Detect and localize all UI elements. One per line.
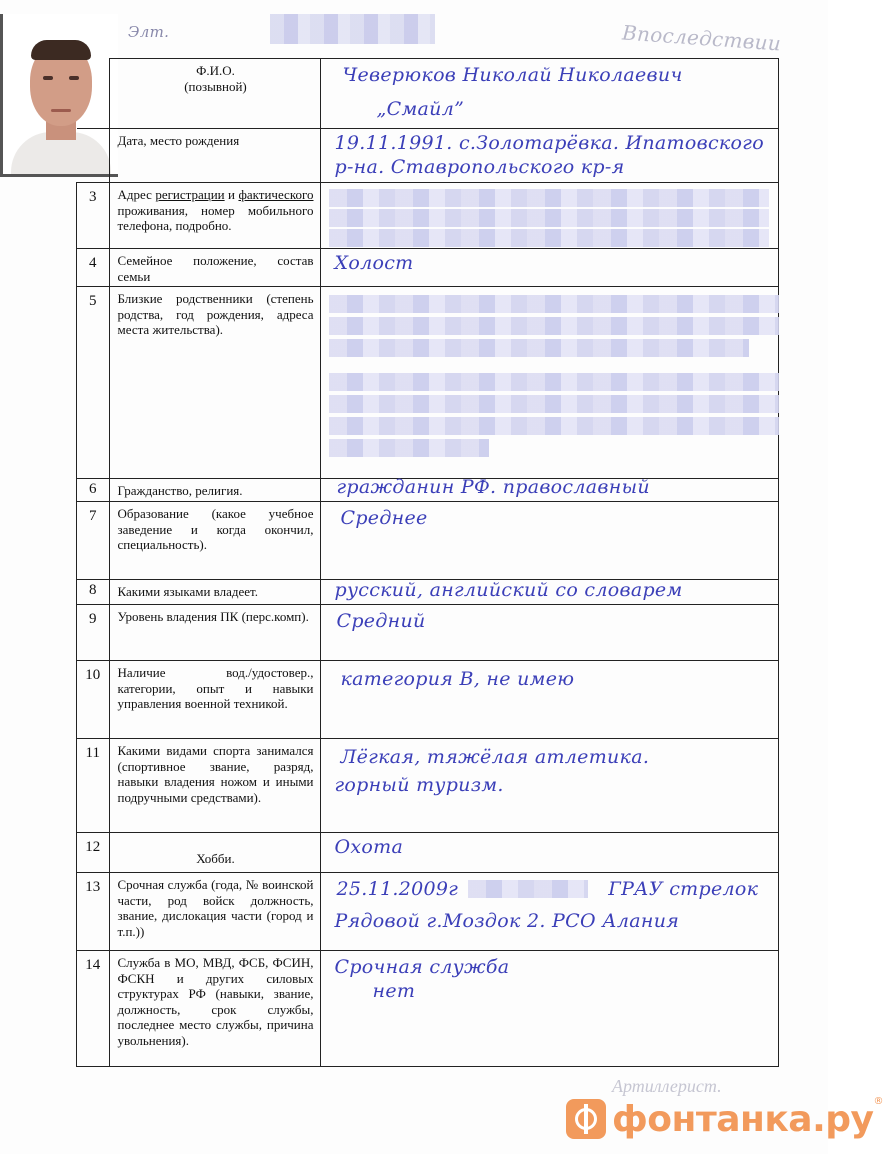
row-label: Ф.И.О. (позывной) (109, 59, 320, 129)
row-label: Срочная служба (года, № воинской части, род войск должность, звание, дислокация части (город и т.п.)) (109, 873, 320, 951)
row-value (320, 580, 779, 605)
row-label: Близкие родственники (степень родства, год рождения, адреса места жительства). (109, 287, 320, 479)
row-number: 13 (77, 873, 110, 951)
handwritten-line: 19.11.1991. с.Золотарёвка. Ипатовского (334, 132, 764, 154)
row-citizenship (77, 479, 779, 502)
row-military-service (77, 873, 779, 951)
handwritten-line: горный туризм. (334, 774, 504, 796)
row-security-service (77, 951, 779, 1067)
row-number (77, 59, 110, 129)
handwritten-line: Средний (336, 610, 426, 632)
redacted-block (329, 395, 779, 413)
row-value (320, 502, 779, 580)
handwritten-line: русский, английский со словарем (334, 579, 683, 601)
row-family (77, 249, 779, 287)
row-number: 9 (77, 605, 110, 661)
label-part: регистрации (155, 187, 225, 202)
service-first-line (329, 875, 771, 901)
photo-mouth (51, 109, 71, 112)
handwritten-line: Чеверюков Николай Николаевич (342, 64, 683, 86)
redacted-block (329, 229, 769, 247)
row-number: 11 (77, 739, 110, 833)
row-number: 12 (77, 833, 110, 873)
logo-text: фонтанка.ру (612, 1098, 874, 1140)
row-label: Хобби. (109, 833, 320, 873)
redacted-block (329, 417, 779, 435)
fontanka-logo (566, 1096, 884, 1140)
row-number: 8 (77, 580, 110, 605)
row-label: Уровень владения ПК (перс.комп). (109, 605, 320, 661)
redacted-block (468, 880, 588, 898)
row-label: Наличие вод./удостовер., категории, опыт и навыки управления военной техникой. (109, 661, 320, 739)
row-number: 10 (77, 661, 110, 739)
redacted-block (329, 439, 489, 457)
redacted-block (329, 317, 779, 335)
redacted-block (329, 339, 749, 357)
label-part: Адрес (117, 187, 156, 202)
row-pc-level (77, 605, 779, 661)
row-label (109, 183, 320, 249)
row-label: Какими языками владеет. (109, 580, 320, 605)
handwritten-line: Холост (334, 252, 414, 274)
row-number: 5 (77, 287, 110, 479)
logo-icon (566, 1099, 606, 1139)
row-label: Служба в МО, МВД, ФСБ, ФСИН, ФСКН и других силовых структурах РФ (навыки, звание, должность, срок службы, последнее место службы, причина увольнения). (109, 951, 320, 1067)
row-value (320, 605, 779, 661)
row-number: 6 (77, 479, 110, 502)
handwritten-line: Охота (334, 836, 404, 858)
handwritten-line: Среднее (340, 507, 428, 529)
row-value (320, 661, 779, 739)
row-value (320, 129, 779, 183)
top-right-note: Впоследствии (621, 20, 782, 56)
row-number (77, 129, 110, 183)
row-birth (77, 129, 779, 183)
label-part: фактического (238, 187, 314, 202)
row-sport (77, 739, 779, 833)
handwritten-line: категория В, не имею (340, 668, 575, 690)
label-part: и (224, 187, 239, 202)
row-value (320, 951, 779, 1067)
redacted-block (329, 295, 779, 313)
photo-hair (31, 40, 91, 60)
label-part: проживания, номер мобильного телефона, подробно. (117, 202, 314, 233)
handwritten-line: „Смайл” (376, 98, 465, 120)
row-value (320, 873, 779, 951)
row-label: Семейное положение, состав семьи (109, 249, 320, 287)
handwritten-line: Срочная служба (334, 956, 510, 978)
row-number: 14 (77, 951, 110, 1067)
registered-mark: ® (873, 1096, 884, 1107)
handwritten-line: гражданин РФ. православный (336, 476, 650, 498)
row-value (320, 59, 779, 129)
bottom-note: Артиллерист. (612, 1076, 722, 1096)
redacted-top (270, 14, 435, 44)
row-number: 4 (77, 249, 110, 287)
row-label: Гражданство, религия. (109, 479, 320, 502)
row-education (77, 502, 779, 580)
handwritten-line: ГРАУ стрелок (608, 878, 759, 900)
top-left-note: Элт. (128, 23, 170, 41)
row-label: Образование (какое учебное заведение и когда окончил, специальность). (109, 502, 320, 580)
row-label: Дата, место рождения (109, 129, 320, 183)
handwritten-line: 25.11.2009г (336, 878, 459, 900)
row-address (77, 183, 779, 249)
handwritten-line: Рядовой г.Моздок 2. РСО Алания (334, 910, 680, 932)
row-languages (77, 580, 779, 605)
row-hobby (77, 833, 779, 873)
row-value (320, 476, 779, 502)
row-relatives (77, 287, 779, 479)
questionnaire-table (76, 58, 779, 1067)
row-number: 3 (77, 183, 110, 249)
redacted-block (329, 373, 779, 391)
row-value (320, 287, 779, 479)
row-fio (77, 59, 779, 129)
row-value (320, 249, 779, 287)
redacted-block (329, 189, 769, 207)
row-license (77, 661, 779, 739)
handwritten-line: Лёгкая, тяжёлая атлетика. (340, 746, 650, 768)
row-number: 7 (77, 502, 110, 580)
handwritten-line: нет (372, 980, 416, 1002)
row-value (320, 739, 779, 833)
row-value (320, 833, 779, 873)
photo-eye-left (43, 76, 53, 80)
row-label: Какими видами спорта занимался (спортивное звание, разряд, навыки владения ножом и иными подручными средствами). (109, 739, 320, 833)
row-value (320, 183, 779, 249)
redacted-block (329, 209, 769, 227)
handwritten-line: р-на. Ставропольского кр-я (334, 156, 625, 178)
